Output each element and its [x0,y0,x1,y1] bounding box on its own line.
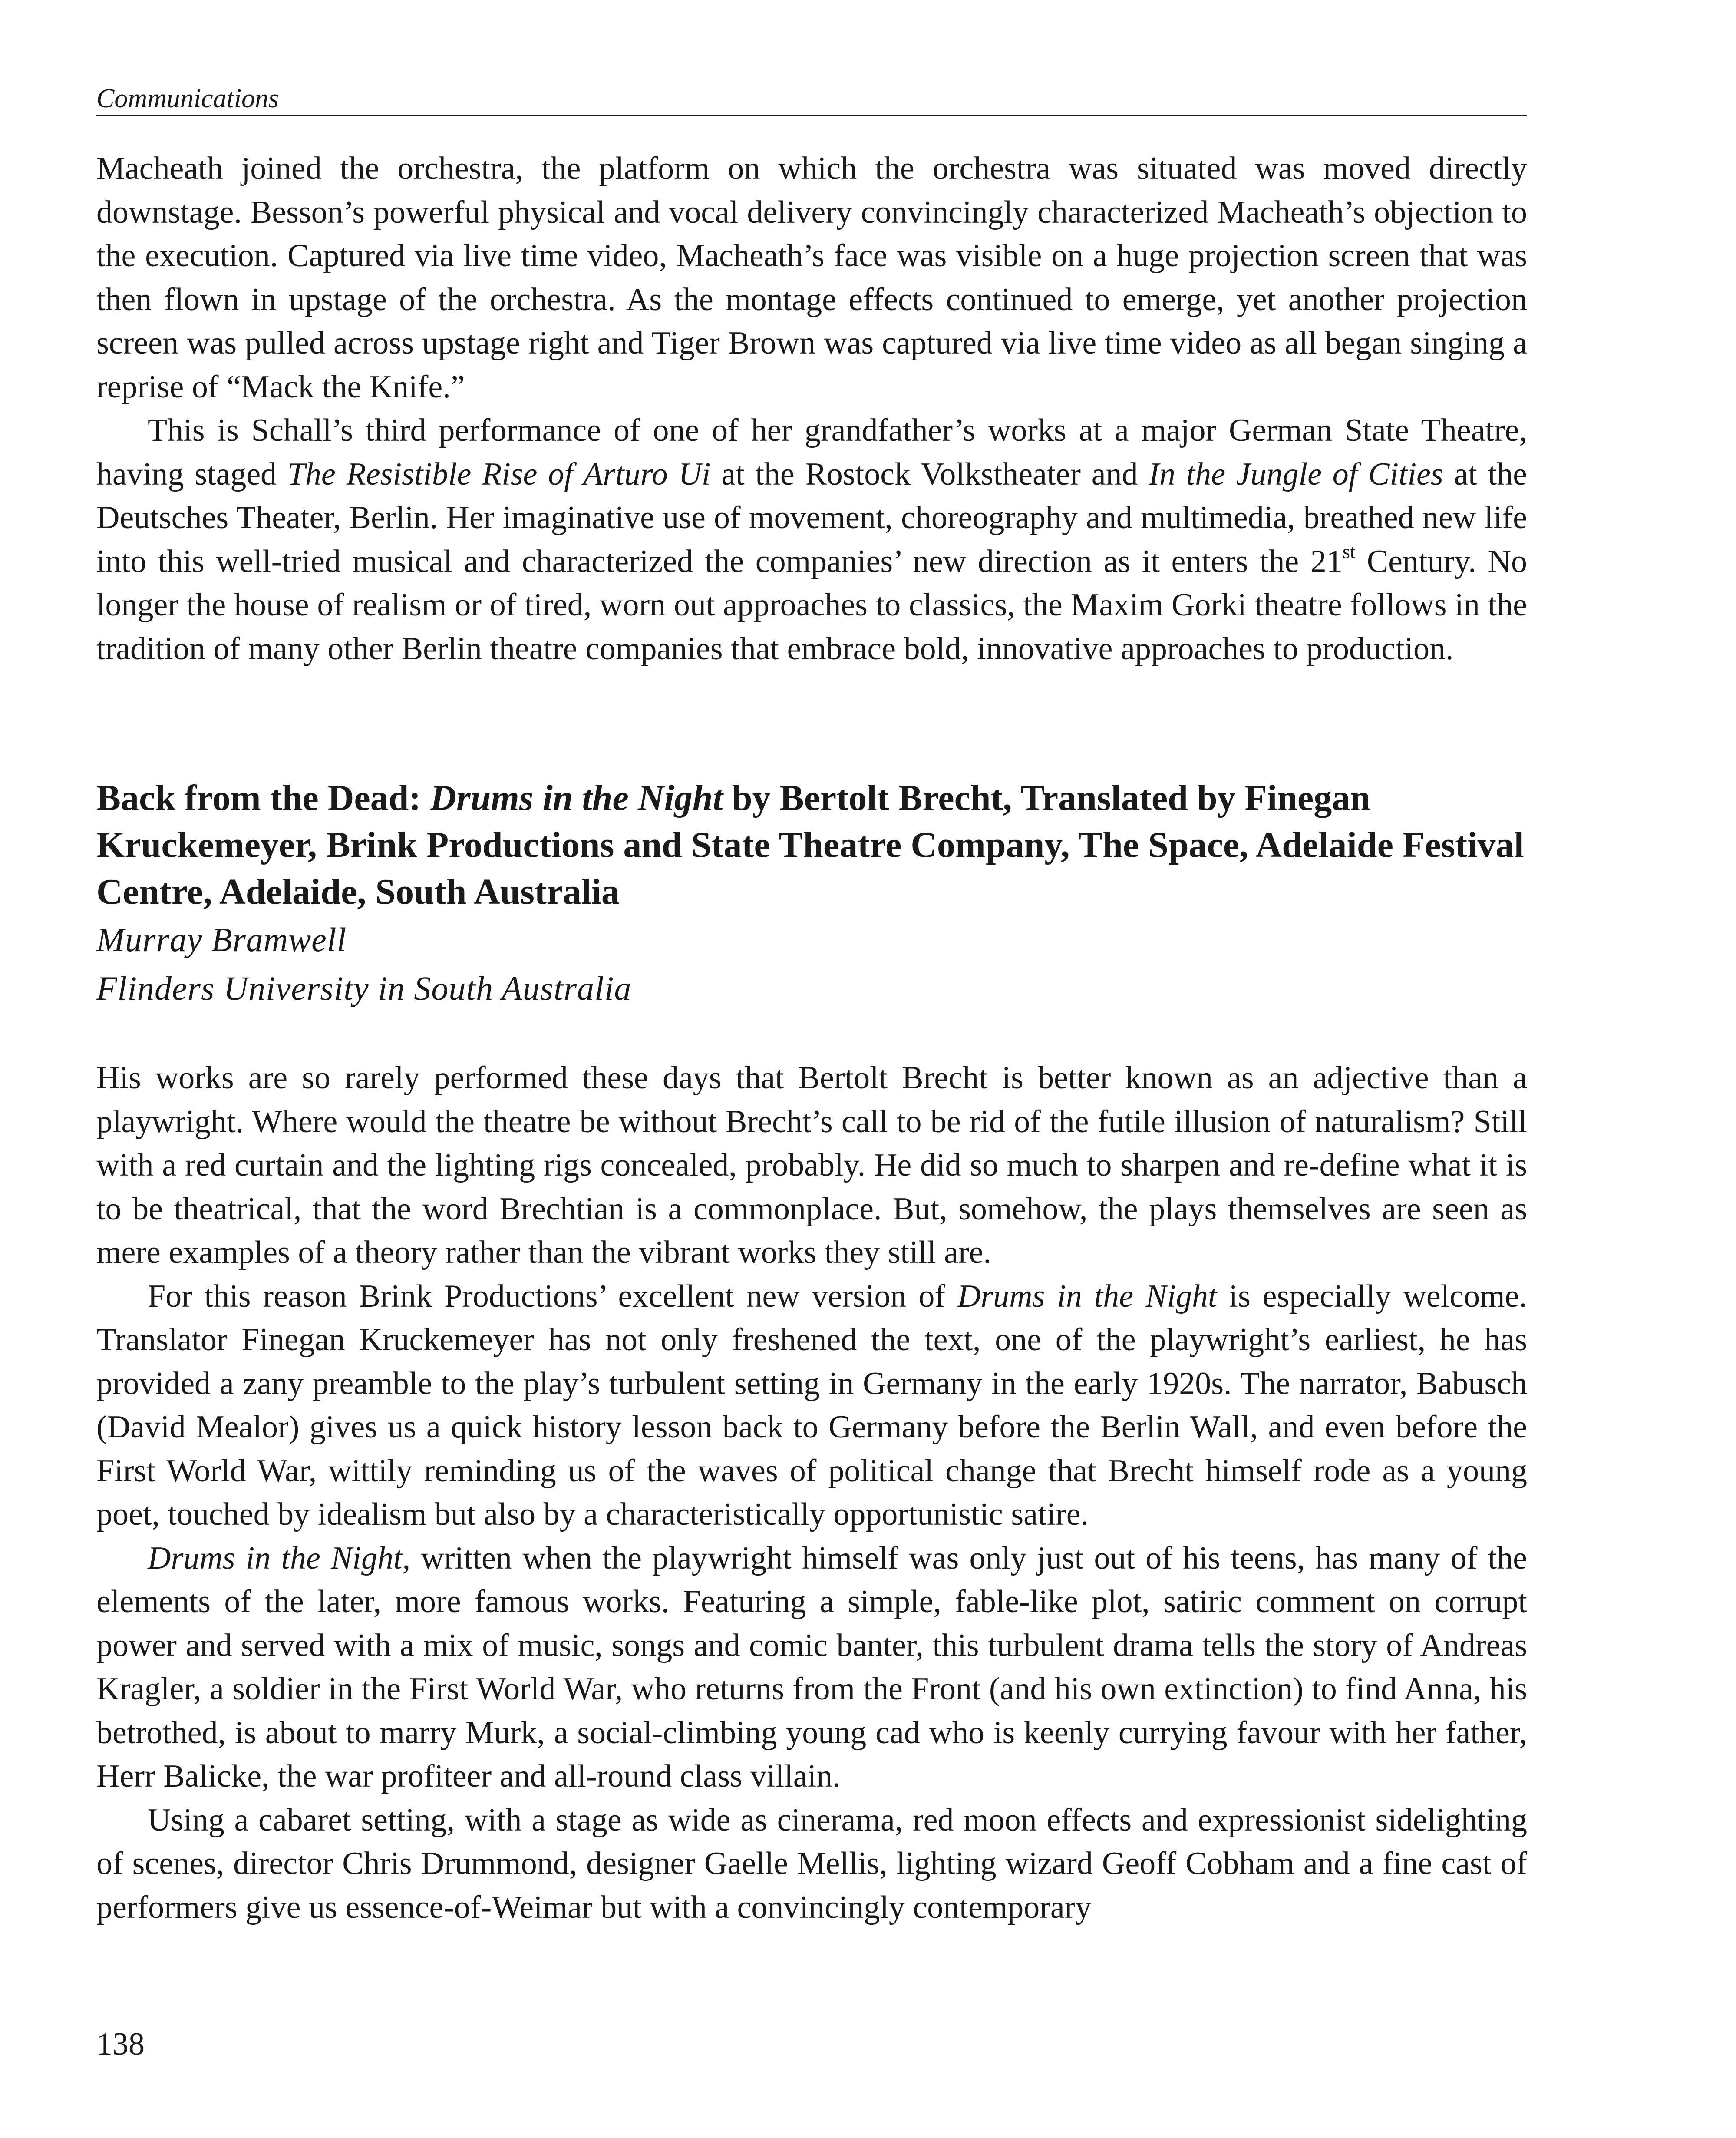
running-title: Communications [96,84,279,113]
page-content [96,147,1527,1929]
running-header [96,77,1527,116]
play-title-jungle-of-cities: In the Jungle of Cities [1149,456,1443,492]
article-paragraph-2: For this reason Brink Productions’ excellent new version of Drums in the Night is especially welcome. Translator Finegan Kruckemeyer has not only freshened the text, one of the playwright’s earliest, he has provided a zany preamble to the play’s turbulent setting in Germany in the early 1920s. The narrator, Babusch (David Mealor) gives us a quick history lesson back to Germany before the Berlin Wall, and even before the First World War, wittily reminding us of the waves of political change that Brecht himself rode as a young poet, touched by idealism but also by a characteristically opportunistic satire. [96,1278,1528,1532]
play-title-drums-inline: Drums in the Night, [148,1540,411,1576]
continued-paragraph-1: Macheath joined the orchestra, the platform on which the orchestra was situated was moved directly downstage. Besson’s powerful physical and vocal delivery convincingly characterized Macheath’s objection to the execution. Captured via live time video, Macheath’s face was visible on a huge projection screen that was then flown in upstage of the orchestra. As the montage effects continued to emerge, yet another projection screen was pulled across upstage right and Tiger Brown was captured via live time video as all began singing a reprise of “Mack the Knife.” [96,151,1527,405]
continued-paragraph-2: This is Schall’s third performance of one of her grandfather’s works at a major German State Theatre, having staged The Resistible Rise of Arturo Ui at the Rostock Volkstheater and In the Jungle of Cities at the Deutsches Theater, Berlin. Her imaginative use of movement, choreography and multimedia, breathed new life into this well-tried musical and characterized the companies’ new direction as it enters the 21st Century. No longer the house of realism or of tired, worn out approaches to classics, the Maxim Gorki theatre follows in the tradition of many other Berlin theatre companies that embrace bold, innovative approaches to production. [96,413,1527,667]
article-title: Back from the Dead: Drums in the Night by Bertolt Brecht, Translated by Finegan Kruckemeyer, Brink Productions and State Theatre Company, The Space, Adelaide Festival Centre, Adelaide, South Australia [96,778,1524,912]
article-paragraph-4: Using a cabaret setting, with a stage as wide as cinerama, red moon effects and expressionist sidelighting of scenes, director Chris Drummond, designer Gaelle Mellis, lighting wizard Geoff Cobham and a fine cast of performers give us essence-of-Weimar but with a convincingly contemporary [96,1802,1527,1925]
article-paragraph-1: His works are so rarely performed these days that Bertolt Brecht is better known as an adjective than a playwright. Where would the theatre be without Brecht’s call to be rid of the futile illusion of naturalism? Still with a red curtain and the lighting rigs concealed, probably. He did so much to sharpen and re-define what it is to be theatrical, that the word Brechtian is a commonplace. But, somehow, the plays themselves are seen as mere examples of a theory rather than the vibrant works they still are. [96,1060,1527,1270]
article-author: Murray Bramwell [96,921,347,958]
author-affiliation: Flinders University in South Australia [96,969,632,1007]
article-paragraph-3: Drums in the Night, written when the playwright himself was only just out of his teens, has many of the elements of the later, more famous works. Featuring a simple, fable-like plot, satiric comment on corrupt power and served with a mix of music, songs and comic banter, this turbulent drama tells the story of Andreas Kragler, a soldier in the First World War, who returns from the Front (and his own extinction) to find Anna, his betrothed, is about to marry Murk, a social-climbing young cad who is keenly currying favour with her father, Herr Balicke, the war profiteer and all-round class villain. [96,1540,1527,1794]
play-title-arturo-ui: The Resistible Rise of Arturo Ui [287,456,711,492]
page-number: 138 [96,2026,145,2062]
ordinal-superscript: st [1342,541,1356,562]
play-title-drums: Drums in the Night [957,1278,1217,1314]
